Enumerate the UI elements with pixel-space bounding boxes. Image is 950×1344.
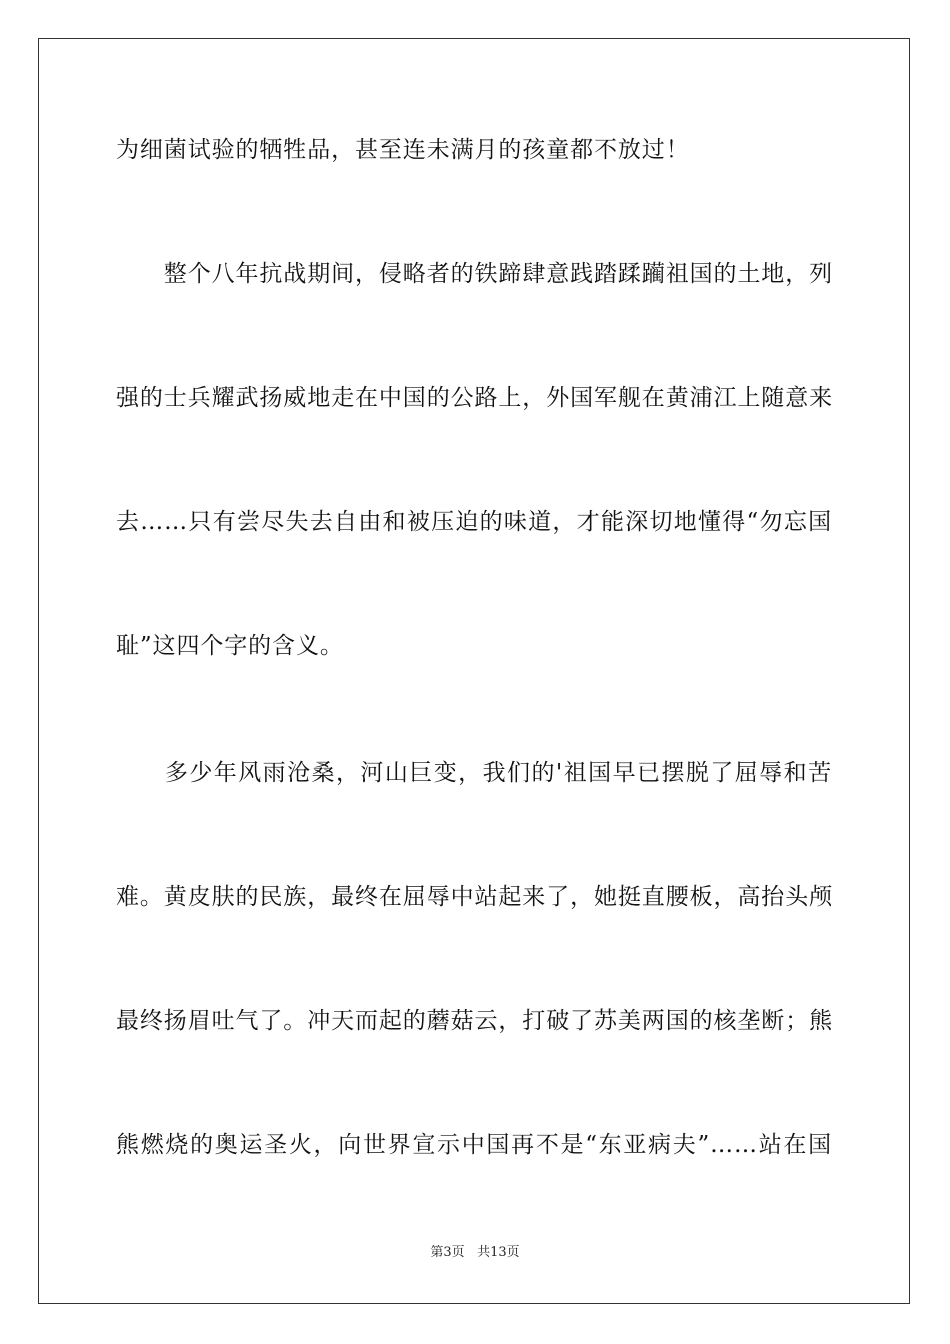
text-line-6: 多少年风雨沧桑，河山巨变，我们的'祖国早已摆脱了屈辱和苦 [116, 760, 832, 786]
page-footer [0, 1245, 950, 1261]
text-line-2: 整个八年抗战期间，侵略者的铁蹄肆意践踏蹂躏祖国的土地，列 [116, 261, 833, 287]
text-line-1: 为细菌试验的牺牲品，甚至连未满月的孩童都不放过！ [116, 137, 690, 163]
text-line-4: 去……只有尝尽失去自由和被压迫的味道，才能深切地懂得“勿忘国 [116, 509, 832, 535]
text-line-9: 熊燃烧的奥运圣火，向世界宣示中国再不是“东亚病夫”……站在国 [116, 1132, 832, 1158]
page-total: 共13页 [477, 1245, 520, 1260]
text-line-3: 强的士兵耀武扬威地走在中国的公路上，外国军舰在黄浦江上随意来 [116, 385, 833, 411]
text-line-5: 耻”这四个字的含义。 [116, 633, 344, 659]
text-line-8: 最终扬眉吐气了。冲天而起的蘑菇云，打破了苏美两国的核垄断；熊 [116, 1008, 833, 1034]
page-number: 第3页 [430, 1245, 465, 1260]
text-line-7: 难。黄皮肤的民族，最终在屈辱中站起来了，她挺直腰板，高抬头颅 [116, 884, 833, 910]
page-border [38, 38, 910, 1304]
